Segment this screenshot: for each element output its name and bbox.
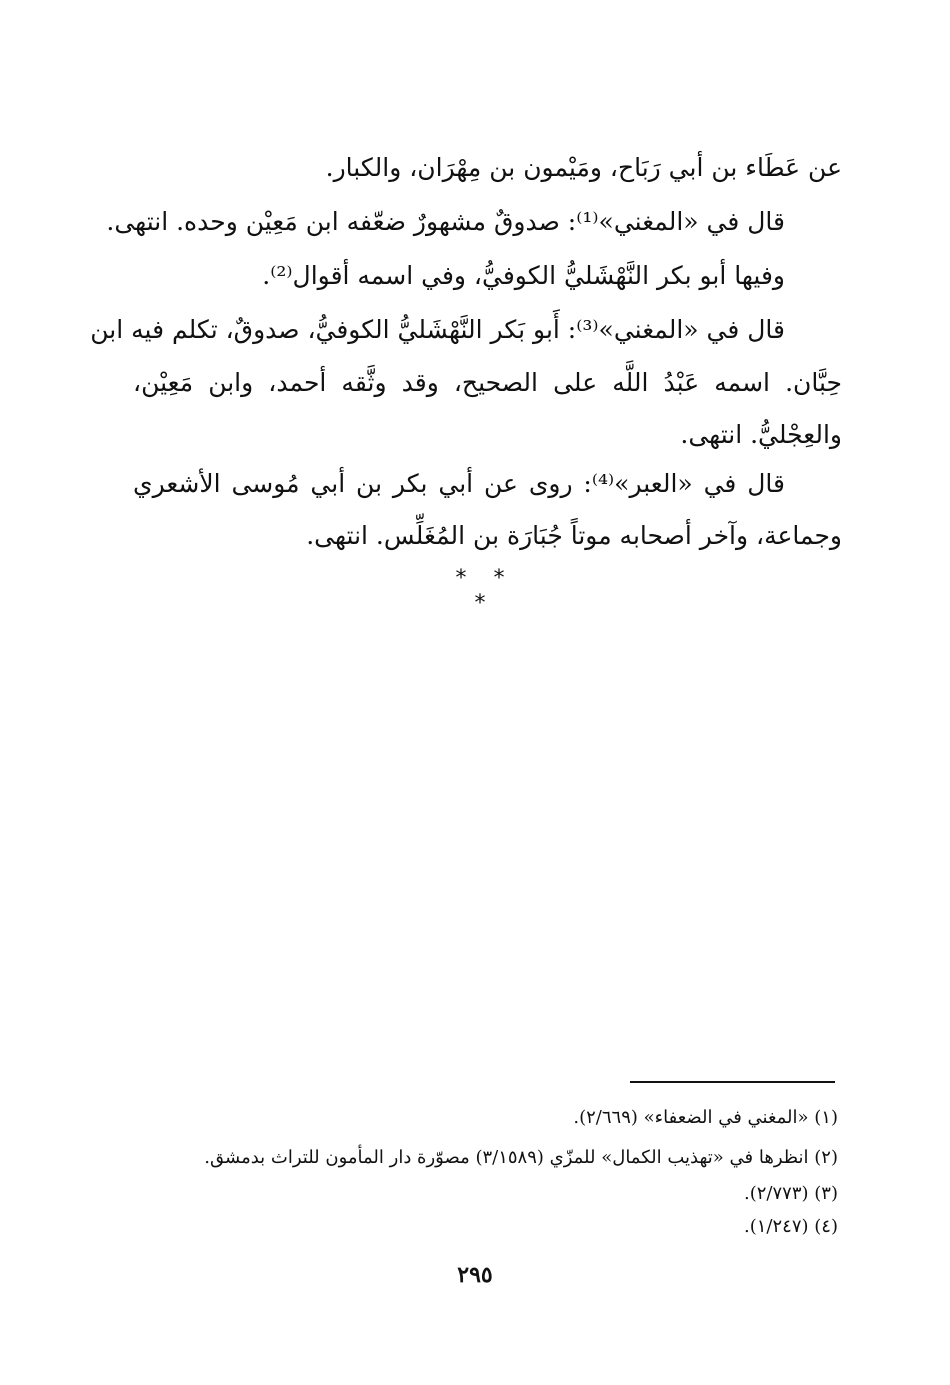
footnote-2: (٢) انظرها في «تهذيب الكمال» للمزّي (٣/١٥٨٩) مصوّرة دار المأمون للتراث بدمشق. (204, 1147, 838, 1168)
footnote-1: (١) «المغني في الضعفاء» (٢/٦٦٩). (573, 1107, 838, 1128)
body-line-3: وفيها أبو بكر النَّهْشَليُّ الكوفيُّ، وفي اسمه أقوال⁽²⁾. (262, 261, 785, 290)
page-number: ٢٩٥ (457, 1262, 493, 1288)
footnote-rule (630, 1081, 835, 1083)
body-line-8: وجماعة، وآخر أصحابه موتاً جُبَارَة بن المُغَلِّس. انتهى. (306, 521, 842, 550)
section-separator: * * * (455, 566, 515, 616)
body-line-5: حِبَّان. اسمه عَبْدُ اللَّه على الصحيح، وقد وثَّقه أحمد، وابن مَعِيْن، (133, 368, 842, 397)
body-line-2: قال في «المغني»⁽¹⁾: صدوقٌ مشهورٌ ضعّفه ابن مَعِيْن وحده. انتهى. (106, 207, 785, 236)
body-line-7: قال في «العبر»⁽⁴⁾: روى عن أبي بكر بن أبي مُوسى الأشعري (133, 469, 785, 498)
footnote-4: (٤) (١/٢٤٧). (744, 1216, 838, 1237)
body-line-1: عن عَطَاء بن أبي رَبَاح، ومَيْمون بن مِهْرَان، والكبار. (325, 153, 842, 182)
body-line-6: والعِجْليُّ. انتهى. (680, 420, 842, 449)
footnote-3: (٣) (٢/٧٧٣). (744, 1183, 838, 1204)
body-line-4: قال في «المغني»⁽³⁾: أَبو بَكر النَّهْشَليُّ الكوفيُّ، صدوقٌ، تكلم فيه ابن (90, 315, 785, 344)
